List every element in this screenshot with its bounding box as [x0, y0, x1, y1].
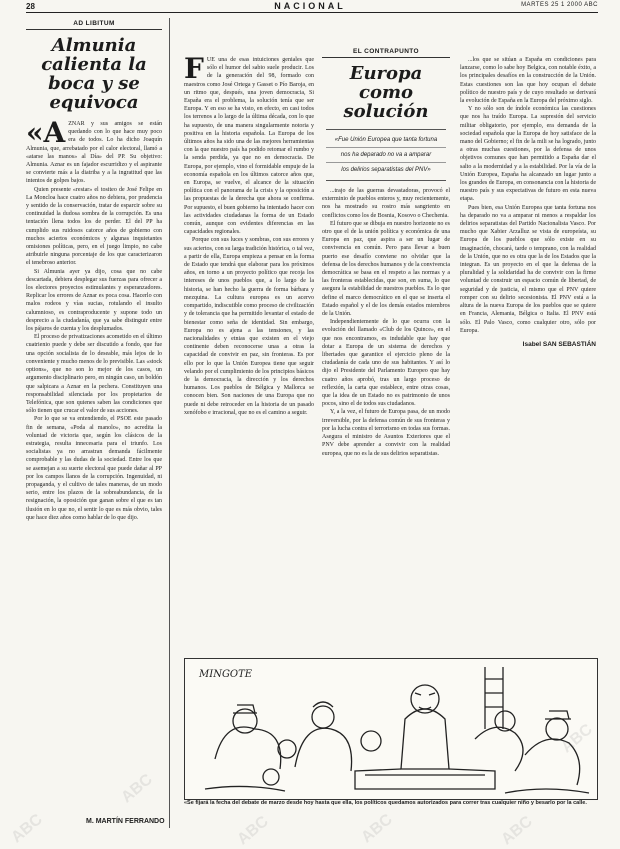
watermark: ABC — [558, 720, 596, 757]
watermark: ABC — [358, 810, 396, 847]
article-body-almunia — [26, 116, 162, 522]
paragraph: Si Almunia ayer ya dijo, cosa que no cabe descartada, debiera desplegar sus fuerzas para ofrecer a los electores proyectos estimulantes y esperanzadores. Replicar los errores de Aznar es poca cosa. Hacerlo con malos rodeos y vías sucias, rotulando el insulto calumnioso, es contraproducente y supone todo un desprecio a la ciudadanía, que ya sabe distinguir entre los pájaros de cuenta y los desplumados. — [26, 268, 162, 333]
pull-quote-line: «Fue Unión Europea que tanta fortuna — [326, 133, 446, 148]
article-body-contrapunto — [322, 187, 450, 458]
page-header — [0, 0, 620, 14]
drop-cap: F — [184, 56, 204, 85]
paragraph: ...trajo de las guerras devastadoras, provocó el exterminio de pueblos enteros y, muy recientemente, nos ha mostrado su rostro más sangriento en conflictos como los de Bosnia, Kosovo o Chechenia. — [322, 188, 450, 219]
column-ad-libitum — [26, 20, 162, 840]
column-rule — [169, 18, 170, 828]
article-body-continued — [460, 56, 596, 335]
author-signature: M. MARTÍN FERRANDO — [86, 818, 165, 825]
watermark: ABC — [234, 812, 272, 849]
paragraph: Pues bien, esa Unión Europea que tanta fortuna nos ha deparado no va a amparar ni menos a respaldar los delirios separatistas del Partido Nacionalista Vasco. Por mucho que Xabier Arzalluz se vista de europeísta, su Europa de los pueblos que sólo existe en su imaginación, chocará, tarde o temprano, con la realidad de la Unión, que no es otra que la de los Estados que la integran. Es un proyecto en el que la defensa de la pluralidad y la solidaridad ha de convivir con la firme voluntad de construir un espacio común de libertad, de seguridad y de justicia, el mismo que el PNV quiere romper con su delirio secesionista. El PNV está a la altura de la nueva Europa de los pueblos que se quiere en Francia, Alemania, Bélgica o Italia. El PNV está sólo. El Palo Vasco, como cualquier otro, sólo por Europa. — [460, 204, 596, 334]
column-europe-continued — [460, 56, 596, 652]
paragraph: El proceso de privatizaciones acometido en el último cuatrienio puede y debe ser discutido a fondo, que fue una opción socialista de lo deseable, más lejos de lo conveniente y mucho menos de lo previsible. Las «stock options», que no son lo mejor de los casos, un argumento disciplinario pero, en ningún caso, un boldón que salpicara a Aznar en la pechera. Constituyen una responsabilidad silenciada por los propietarios de Telefónica, que son quienes saben las condiciones que sólo tienen que crucar el valor de sus acciones. — [26, 334, 162, 415]
pull-quote-line: los delirios separatistas del PNV» — [341, 167, 431, 173]
watermark: ABC — [118, 770, 156, 807]
paragraph: El futuro que se dibuja en nuestro horizonte no es otro que el de la unión política y económica de una Europa en paz, que aspira a ser un lugar de convivencia en común. Pero para llevar a buen puerto ese desafío conviene no olvidar que la defensa de los derechos humanos y de la convivencia democrática se basa en el respeto a las normas y a las fronteras establecidas, que son, en suma, lo que asegura la estabilidad de nuestros pueblos. Es lo que define el marco democrático en el que se inserta el Estado español y el de los demás estados miembros de la Unión. — [322, 220, 450, 318]
watermark: ABC — [8, 810, 46, 847]
paragraph: ...los que se sitúan a España en condiciones para lanzarse, como lo sabe hoy Belgica, con notable éxito, a los principales desafíos en la construcción de la Unión. Estas cuestiones son las que hoy ocupan el debate político de nuestro país y de cuyo resultado se derivará la evolución de España en la Europa del próximo siglo. — [460, 57, 596, 105]
cartoon-drawing — [185, 659, 597, 799]
kicker-ad-libitum: AD LIBITUM — [26, 20, 162, 30]
issue-date: MARTES 25 1 2000 ABC — [521, 2, 598, 8]
column-contrapunto — [322, 48, 450, 652]
paragraph: ZNAR y sus amigos se están quedando con lo que hace muy poco era de todos. Lo ha dicho Joaquín Almunia, que, arrebatado por el calor electoral, llamó a «atarse las manos» al Día» del PP. Su objetivo: Almunia. Aznar es un fajador escurridizo y el aspirante se convierte más a la diatriba y a la ingratitud que las intentos de golpes bajos. — [26, 121, 162, 185]
paragraph: Y, a la vez, el futuro de Europa pasa, de un modo irreversible, por la defensa común de sus fronteras y por la lucha contra el terrorismo en todas sus formas. Asegura el ministro de Asuntos Exteriores que el PNV debe aprender a convivir con la realidad europea, que no es la de sus delirios separatistas. — [322, 409, 450, 457]
cartoon-caption: «Se fijará la fecha del debate de marzo desde hoy hasta que ella, los políticos quedamos autorizados para correr tras cualquier niño y besarlo por la calle. — [184, 800, 587, 806]
page-number: 28 — [26, 2, 35, 11]
paragraph: Independientemente de lo que ocurra con la evolución del llamado «Club de los Quince», en el que nos encontramos, es indudable que hay que dotar a Europa de un sistema de derechos y libertades que garantice el ejercicio pleno de la ciudadanía de cada uno de sus habitantes. Y así lo dijo el Presidente del Parlamento Europeo que hay cuatro años aprobó, tras un largo proceso de reflexión, la carta que establece, entre otras cosas, que la idea de un Estado no es patrimonio de unos pocos, sino el de todos sus ciudadanos. — [322, 319, 450, 408]
headline-europa: Europa como solución — [343, 63, 429, 122]
political-cartoon — [184, 658, 598, 800]
section-title: NACIONAL — [274, 1, 346, 11]
paragraph: Por lo que se va entendiendo, el PSOE este pasado fin de semana, «Poda al manolo», no acredita la voluntad de victoria que, según los clásicos de la estrategia, resulta innecesaria para el triunfo. Los socialistas ya no arrastran demanda fácilmente comprobable y las dudas de la sociedad. Entre los que se asemejan a su suerte electoral que puede dañar al PP por los campos llanos de la corrupción. Ingenuidad, ni propaganda, y el cultivo de tales maneras, de un modo serio, entre los plazos de la sobreabundancia, de la resignación, la oposición que ganan sobre el que es tan ilusión en lo que no, el sentir lo que es más obvio, tales que hace diez años como hablar de lo que dijo. — [26, 416, 162, 521]
paragraph: Porque con sus luces y sombras, con sus errores y sus aciertos, con su larga tradición histórica, o tal vez, a partir de ella, Europa empieza a pensar en la forma de Estado que tendrá que elaborar para los próximos años, en torno a un proyecto político que recoja los intereses de unos pueblos que, a lo largo de la historia, se han hecho la guerra de forma bárbara y mezquina. La cultura europea es un acervo compartido, indiscutible como proceso de civilización y de tolerancia que ha permitido levantar el estado de bienestar como seña de identidad. Sin embargo, Europa no es ajena a las tensiones, y las nacionalidades y etnias que existen en el viejo continente deben reconocerse unas a otras la capacidad de convivir en paz, sin fronteras. Es por ello por lo que la Unión Europea tiene que seguir velando por el cumplimiento de los principios básicos de la democracia, la dirección y los derechos humanos. Los pueblos de Bélgica y Mallorca se conocen bien. Son naciones de una Europa que no puede ni debe retroceder en la historia de un pasado xenófobo e irracional, que no es el camino a seguir. — [184, 237, 314, 416]
article-body-europe — [184, 56, 314, 417]
paragraph: UE una de esas intuiciones geniales que sólo el humor del sabio suele producir. Los de la generación del 98, formado con maestros como José Ortega y Gasset o Pío Baroja, en un ritmo que, después, una joven democracia, Si España era el problema, la solución tenía que ser Europa. Y en eso se ha visto, en efecto, en casi todos los terrenos a lo largo de la última década, con lo que ha supuesto, de una manera singularmente notoria y positiva en la historia española. La Europa de los últimos años ha sido una de las mejores herramientas con la que nuestro país ha podido retomar el rumbo y la senda perdida, ya que no en democracia. De Europa, por ejemplo, vino el formidable empuje de la economía española en los últimos catorce años que, en Europa, se vuelve, el alcance de la situación política con el panorama de la crisis y la oposición a las propuestas de la derecha que ahora se confirma. Por supuesto, el buen gobierno ha intentado hacer con las actividades ciudadanas la forma de un Estado común, aunque con evidentes diferencias en las capacidades regionales. — [184, 57, 314, 236]
drop-cap: «A — [26, 116, 66, 149]
paragraph: Quien presente «restar» el tositeo de José Felipe en La Moncloa hace cuatro años no debiera, por prudencia y sentido de la conservación, tratar de esparcir sobre su continuidad la dudosa sombra de la corrupción. Es una tentación llena todos los de perder. El del PP ha cumplido sus ruidosos catorce años de gobierno con muchos aciertos económicos y algunas inquietantes omisiones políticas, pero, en el juego limpio, no cabe atribuirle ninguna porcentaje de los que caracterizaron el tenebroso anterior. — [26, 186, 162, 267]
kicker-contrapunto: EL CONTRAPUNTO — [322, 48, 450, 58]
pull-quote-line: nos ha deparado no va a amparar — [326, 148, 446, 163]
header-rule — [26, 12, 598, 13]
column-europe-text — [184, 56, 314, 652]
watermark: ABC — [498, 812, 536, 849]
author-signature: Isabel SAN SEBASTIÁN — [522, 340, 596, 348]
headline-almunia: Almunia calienta la boca y se equivoca — [41, 35, 147, 113]
cartoon-signature: MINGOTE — [199, 669, 253, 680]
paragraph: Y no sólo son de índole económica las cuestiones que nos ha traído Europa. La supresión del servicio militar obligatorio, por ejemplo, era demanda de la sociedad española que la Europa de hoy satisface de la mano del Gobierno; el fin de la mili se ha logrado, junto a otras muchas cuestiones, por la defensa de unos objetivos comunes que han permitido a España dar el salto a la modernidad y a la estabilidad. Por la vía de la Unión Europea, España ha alcanzado un lugar junto a los grandes de Europa, en consonancia con la historia de nuestro país y sus expectativas de futuro en esta nueva etapa. — [460, 106, 596, 203]
pull-quote — [326, 129, 446, 181]
